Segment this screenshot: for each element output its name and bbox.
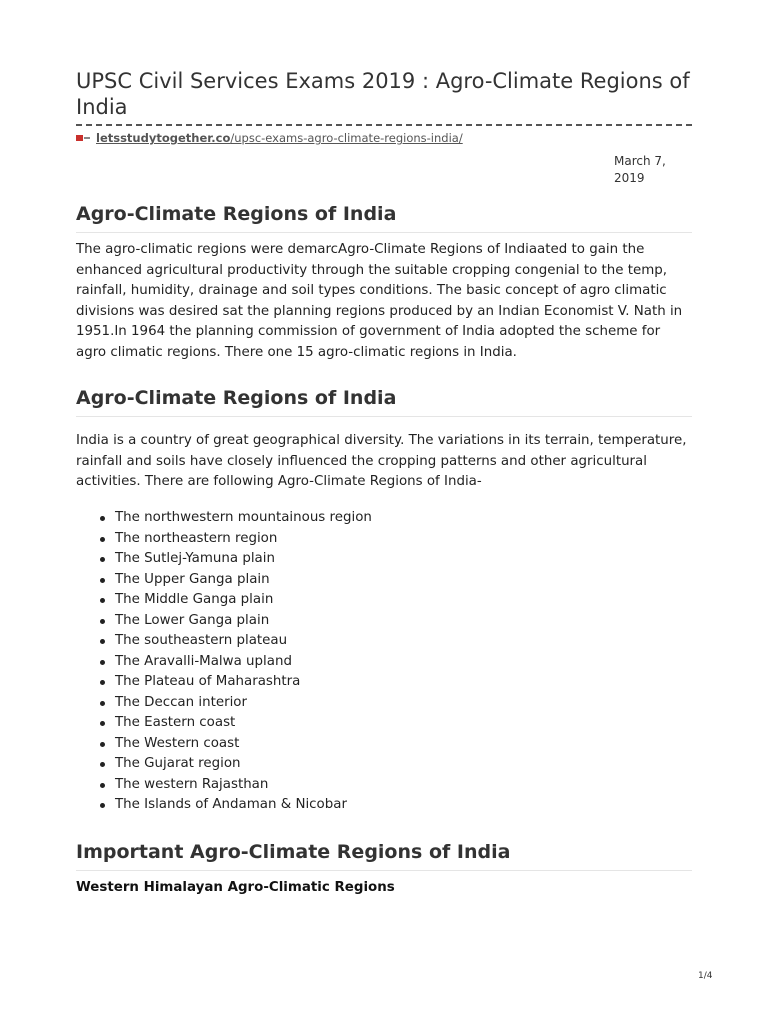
section-paragraph-1: The agro-climatic regions were demarcAgro-Climate Regions of Indiaated to gain the enhanced agricultural productivity through the suitable cropping congenial to the temp, rainfall, humidity, drainage and soil types conditions. The basic concept of agro climatic divisions was desired sat the planning regions produced by an Indian Economist V. Nath in 1951.In 1964 the planning commission of government of India adopted the scheme for agro climatic regions. There one 15 agro-climatic regions in India. [76,242,683,360]
page-title: UPSC Civil Services Exams 2019 : Agro-Climate Regions of India [76,69,690,119]
source-path[interactable]: /upsc-exams-agro-climate-regions-india/ [230,131,463,145]
source-link[interactable] [76,131,463,145]
site-favicon-icon [76,134,90,142]
list-item: The Middle Ganga plain [76,590,692,611]
bullet-icon [100,557,105,562]
list-item: The Sutlej-Yamuna plain [76,549,692,570]
bullet-icon [100,721,105,726]
bullet-icon [100,516,105,521]
list-item: The Plateau of Maharashtra [76,672,692,693]
page-number: 1/4 [698,971,713,981]
bullet-icon [100,537,105,542]
bullet-icon [100,598,105,603]
bullet-icon [100,680,105,685]
list-item: The western Rajasthan [76,775,692,796]
bullet-icon [100,660,105,665]
bullet-icon [100,578,105,583]
section-heading-1: Agro-Climate Regions of India [76,201,692,233]
list-item: The Western coast [76,734,692,755]
list-item: The Gujarat region [76,754,692,775]
list-item: The Aravalli-Malwa upland [76,652,692,673]
bullet-icon [100,619,105,624]
list-item: The Deccan interior [76,693,692,714]
section-heading-2: Agro-Climate Regions of India [76,385,692,417]
title-divider [76,124,692,126]
list-item: The Upper Ganga plain [76,570,692,591]
bullet-icon [100,742,105,747]
list-item: The Lower Ganga plain [76,611,692,632]
bullet-icon [100,783,105,788]
section-heading-3: Important Agro-Climate Regions of India [76,839,692,871]
document-page [76,0,692,1024]
bullet-icon [100,803,105,808]
bullet-icon [100,701,105,706]
bullet-icon [100,762,105,767]
list-item: The northwestern mountainous region [76,508,692,529]
list-item: The southeastern plateau [76,631,692,652]
list-item: The Islands of Andaman & Nicobar [76,795,692,816]
publish-date: March 7, 2019 [614,154,666,185]
section-paragraph-2: India is a country of great geographical diversity. The variations in its terrain, temperature, rainfall and soils have closely influenced the cropping patterns and other agricultural activities. There are following Agro-Climate Regions of India- [76,433,687,489]
list-item: The northeastern region [76,529,692,550]
bullet-icon [100,639,105,644]
regions-list [76,508,692,816]
subsection-heading: Western Himalayan Agro-Climatic Regions [76,880,395,895]
source-domain[interactable]: letsstudytogether.co [96,131,231,145]
list-item: The Eastern coast [76,713,692,734]
